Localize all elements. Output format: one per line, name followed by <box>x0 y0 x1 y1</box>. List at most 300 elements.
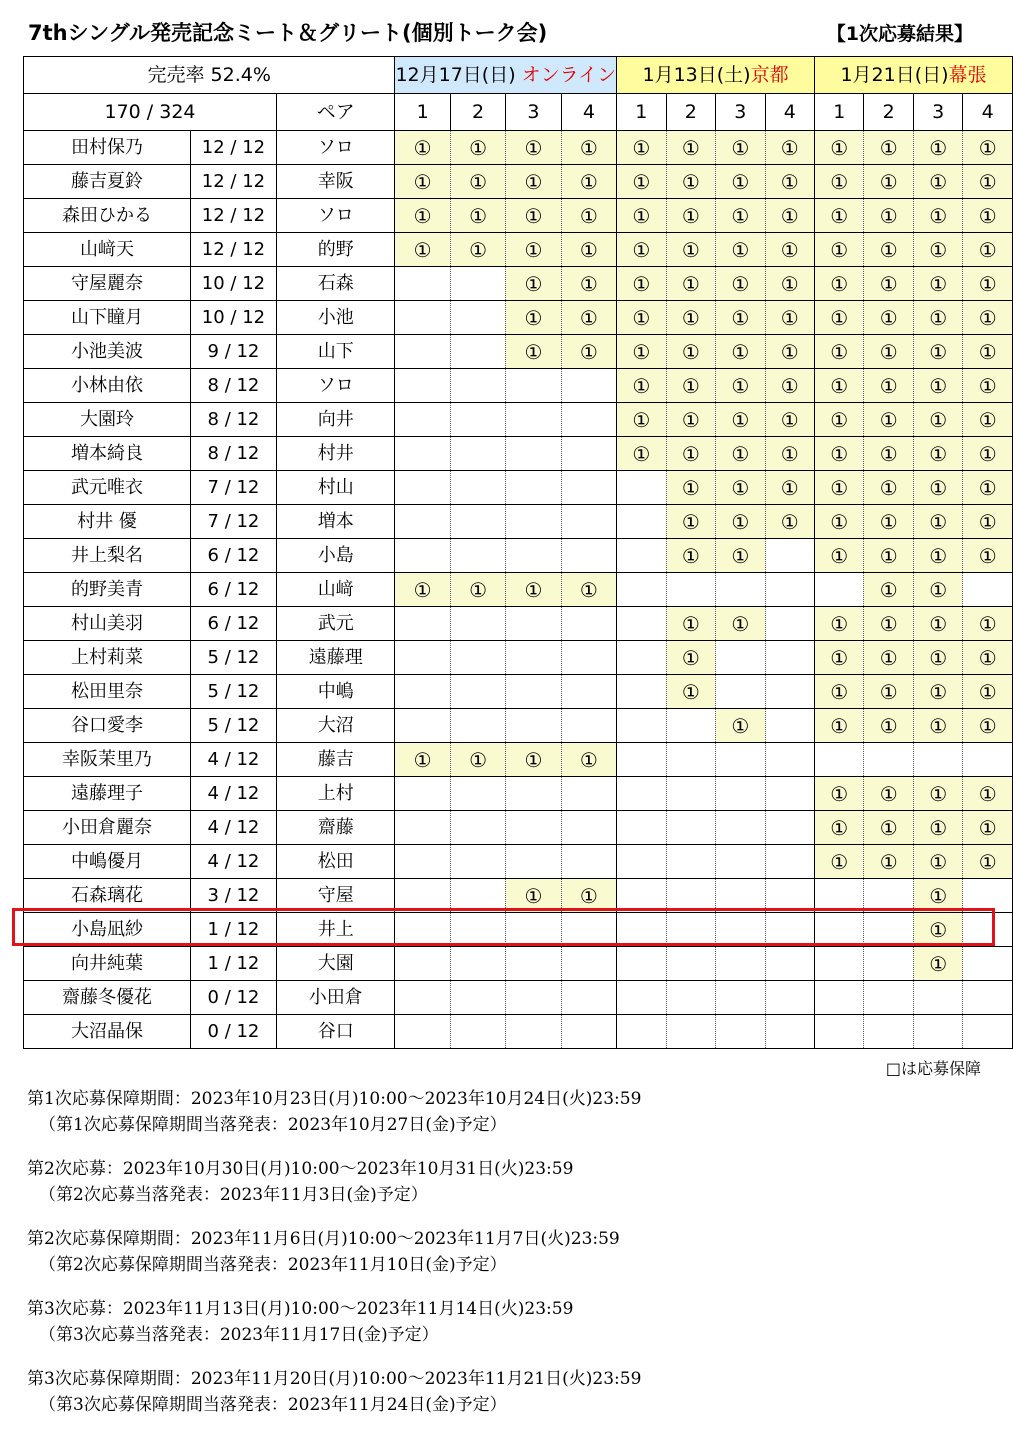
slot-cell <box>913 981 962 1015</box>
soldout-mark: ① <box>830 407 849 432</box>
soldout-mark: ① <box>830 611 849 636</box>
slot-header: 3 <box>506 94 561 131</box>
soldout-mark: ① <box>731 713 750 738</box>
slot-cell <box>913 539 962 573</box>
slot-cell <box>963 981 1013 1015</box>
schedule-period: 第1次応募保障期間：2023年10月23日(月)10:00～2023年10月24日(火)23:59 <box>27 1089 642 1109</box>
member-name: 松田里奈 <box>24 675 191 709</box>
soldout-mark: ① <box>879 611 898 636</box>
member-pair: 中嶋 <box>277 675 395 709</box>
slot-cell <box>666 641 715 675</box>
slot-cell <box>716 199 765 233</box>
slot-cell <box>450 505 505 539</box>
slot-cell <box>666 879 715 913</box>
soldout-mark: ① <box>830 679 849 704</box>
soldout-mark: ① <box>681 543 700 568</box>
member-row <box>24 981 1013 1015</box>
soldout-mark: ① <box>413 203 432 228</box>
slot-cell <box>765 199 814 233</box>
soldout-mark: ① <box>978 237 997 262</box>
slot-cell <box>666 437 715 471</box>
slot-header: 1 <box>815 94 864 131</box>
slot-cell <box>561 267 616 301</box>
slot-cell <box>450 709 505 743</box>
slot-cell <box>506 369 561 403</box>
soldout-mark: ① <box>879 815 898 840</box>
slot-cell <box>716 607 765 641</box>
slot-cell <box>506 675 561 709</box>
slot-cell <box>716 505 765 539</box>
slot-cell <box>666 369 715 403</box>
soldout-mark: ① <box>579 339 598 364</box>
member-row <box>24 1015 1013 1049</box>
soldout-mark: ① <box>579 169 598 194</box>
slot-cell <box>395 369 450 403</box>
slot-cell <box>913 199 962 233</box>
slot-cell <box>561 913 616 947</box>
soldout-mark: ① <box>780 203 799 228</box>
soldout-mark: ① <box>879 339 898 364</box>
soldout-mark: ① <box>780 169 799 194</box>
soldout-mark: ① <box>879 237 898 262</box>
soldout-mark: ① <box>830 781 849 806</box>
slot-cell <box>716 539 765 573</box>
slot-cell <box>765 165 814 199</box>
member-pair: 松田 <box>277 845 395 879</box>
member-row <box>24 131 1013 165</box>
slot-cell <box>666 505 715 539</box>
schedule-item <box>27 1366 641 1420</box>
soldout-mark: ① <box>978 203 997 228</box>
slot-cell <box>815 199 864 233</box>
soldout-mark: ① <box>879 509 898 534</box>
soldout-mark: ① <box>681 441 700 466</box>
slot-cell <box>913 641 962 675</box>
slot-cell <box>561 607 616 641</box>
slot-cell <box>666 811 715 845</box>
member-count: 4 / 12 <box>190 743 276 777</box>
slot-cell <box>450 369 505 403</box>
soldout-mark: ① <box>830 645 849 670</box>
slot-cell <box>815 437 864 471</box>
slot-cell <box>450 471 505 505</box>
slot-cell <box>765 947 814 981</box>
member-name: 森田ひかる <box>24 199 191 233</box>
member-name: 武元唯衣 <box>24 471 191 505</box>
soldout-mark: ① <box>731 509 750 534</box>
schedule-list <box>27 1086 641 1436</box>
member-count: 4 / 12 <box>190 777 276 811</box>
slot-cell <box>765 743 814 777</box>
slot-cell <box>963 641 1013 675</box>
soldout-mark: ① <box>830 373 849 398</box>
member-count: 0 / 12 <box>190 981 276 1015</box>
slot-cell <box>864 301 913 335</box>
soldout-mark: ① <box>681 373 700 398</box>
slot-cell <box>963 199 1013 233</box>
slot-header: 4 <box>963 94 1013 131</box>
slot-cell <box>913 505 962 539</box>
header-row-slots <box>24 94 1013 131</box>
slot-cell <box>864 913 913 947</box>
slot-cell <box>864 335 913 369</box>
soldout-mark: ① <box>929 169 948 194</box>
schedule-announcement: （第3次応募当落発表：2023年11月17日(金)予定） <box>39 1325 439 1345</box>
soldout-mark: ① <box>830 509 849 534</box>
slot-cell <box>716 981 765 1015</box>
slot-cell <box>506 607 561 641</box>
slot-cell <box>963 709 1013 743</box>
member-row <box>24 505 1013 539</box>
member-pair: ソロ <box>277 131 395 165</box>
member-name: 大園玲 <box>24 403 191 437</box>
slot-cell <box>666 233 715 267</box>
slot-cell <box>864 641 913 675</box>
member-count: 6 / 12 <box>190 539 276 573</box>
slot-cell <box>395 947 450 981</box>
slot-cell <box>913 267 962 301</box>
slot-cell <box>506 403 561 437</box>
soldout-mark: ① <box>879 849 898 874</box>
slot-cell <box>561 335 616 369</box>
slot-cell <box>963 505 1013 539</box>
slot-cell <box>815 1015 864 1049</box>
member-name: 遠藤理子 <box>24 777 191 811</box>
slot-cell <box>963 947 1013 981</box>
total-count: 170 / 324 <box>24 94 277 131</box>
slot-cell <box>617 131 666 165</box>
member-pair: ソロ <box>277 199 395 233</box>
member-pair: 石森 <box>277 267 395 301</box>
member-name: 谷口愛李 <box>24 709 191 743</box>
member-row <box>24 301 1013 335</box>
soldout-mark: ① <box>830 543 849 568</box>
member-count: 12 / 12 <box>190 233 276 267</box>
slot-cell <box>617 403 666 437</box>
member-pair: 谷口 <box>277 1015 395 1049</box>
soldout-mark: ① <box>978 305 997 330</box>
slot-cell <box>864 131 913 165</box>
slot-cell <box>506 233 561 267</box>
slot-cell <box>561 505 616 539</box>
slot-cell <box>716 131 765 165</box>
slot-cell <box>617 845 666 879</box>
member-row <box>24 199 1013 233</box>
soldout-mark: ① <box>731 543 750 568</box>
soldout-mark: ① <box>830 271 849 296</box>
slot-cell <box>765 471 814 505</box>
soldout-mark: ① <box>879 203 898 228</box>
slot-cell <box>765 267 814 301</box>
soldout-mark: ① <box>879 679 898 704</box>
slot-cell <box>963 607 1013 641</box>
soldout-mark: ① <box>978 373 997 398</box>
soldout-mark: ① <box>830 849 849 874</box>
soldout-mark: ① <box>681 645 700 670</box>
slot-cell <box>815 913 864 947</box>
slot-cell <box>963 913 1013 947</box>
soldout-mark: ① <box>524 305 543 330</box>
member-pair: 山﨑 <box>277 573 395 607</box>
soldout-mark: ① <box>929 951 948 976</box>
slot-cell <box>963 471 1013 505</box>
soldout-mark: ① <box>524 883 543 908</box>
slot-cell <box>913 301 962 335</box>
schedule-period: 第3次応募：2023年11月13日(月)10:00～2023年11月14日(火)23:59 <box>27 1299 574 1319</box>
member-count: 6 / 12 <box>190 573 276 607</box>
slot-cell <box>617 641 666 675</box>
member-row <box>24 369 1013 403</box>
slot-cell <box>617 539 666 573</box>
slot-cell <box>395 607 450 641</box>
slot-cell <box>765 1015 814 1049</box>
soldout-mark: ① <box>978 679 997 704</box>
slot-cell <box>864 403 913 437</box>
slot-cell <box>450 165 505 199</box>
slot-cell <box>506 573 561 607</box>
member-count: 4 / 12 <box>190 811 276 845</box>
slot-cell <box>716 743 765 777</box>
member-pair: 守屋 <box>277 879 395 913</box>
slot-cell <box>666 471 715 505</box>
slot-cell <box>395 573 450 607</box>
member-row <box>24 777 1013 811</box>
slot-cell <box>395 743 450 777</box>
soldout-mark: ① <box>929 645 948 670</box>
page-title: 7thシングル発売記念ミート＆グリート(個別トーク会) <box>28 21 548 45</box>
soldout-mark: ① <box>731 203 750 228</box>
member-row <box>24 403 1013 437</box>
slot-cell <box>815 743 864 777</box>
soldout-mark: ① <box>978 135 997 160</box>
soldout-mark: ① <box>731 475 750 500</box>
member-pair: 小島 <box>277 539 395 573</box>
slot-cell <box>815 335 864 369</box>
slot-cell <box>395 165 450 199</box>
member-name: 小田倉麗奈 <box>24 811 191 845</box>
slot-cell <box>450 403 505 437</box>
member-pair: 山下 <box>277 335 395 369</box>
soldout-mark: ① <box>929 713 948 738</box>
member-name: 藤吉夏鈴 <box>24 165 191 199</box>
slot-cell <box>450 573 505 607</box>
event-date: 12月17日(日) <box>395 63 516 86</box>
slot-header: 2 <box>450 94 505 131</box>
slot-cell <box>666 573 715 607</box>
slot-cell <box>864 1015 913 1049</box>
slot-cell <box>395 777 450 811</box>
soldout-mark: ① <box>579 271 598 296</box>
slot-cell <box>815 777 864 811</box>
slot-cell <box>864 437 913 471</box>
slot-cell <box>561 471 616 505</box>
slot-cell <box>815 641 864 675</box>
soldout-mark: ① <box>579 747 598 772</box>
slot-cell <box>913 403 962 437</box>
slot-cell <box>561 573 616 607</box>
soldout-mark: ① <box>929 373 948 398</box>
slot-cell <box>815 811 864 845</box>
member-name: 山下瞳月 <box>24 301 191 335</box>
slot-cell <box>506 165 561 199</box>
soldout-mark: ① <box>830 203 849 228</box>
member-row <box>24 879 1013 913</box>
member-count: 0 / 12 <box>190 1015 276 1049</box>
member-count: 12 / 12 <box>190 199 276 233</box>
slot-cell <box>716 403 765 437</box>
soldout-rate: 完売率 52.4% <box>24 57 395 94</box>
slot-cell <box>913 437 962 471</box>
slot-cell <box>765 573 814 607</box>
slot-cell <box>716 1015 765 1049</box>
slot-cell <box>815 879 864 913</box>
slot-cell <box>395 675 450 709</box>
soldout-mark: ① <box>524 169 543 194</box>
soldout-mark: ① <box>978 271 997 296</box>
slot-cell <box>864 709 913 743</box>
slot-cell <box>963 811 1013 845</box>
slot-cell <box>450 981 505 1015</box>
member-row <box>24 267 1013 301</box>
slot-cell <box>506 913 561 947</box>
slot-cell <box>963 335 1013 369</box>
soldout-mark: ① <box>632 237 651 262</box>
slot-cell <box>561 233 616 267</box>
slot-cell <box>765 233 814 267</box>
member-pair: 増本 <box>277 505 395 539</box>
slot-cell <box>716 471 765 505</box>
soldout-mark: ① <box>978 169 997 194</box>
slot-cell <box>561 845 616 879</box>
slot-cell <box>450 811 505 845</box>
slot-cell <box>395 199 450 233</box>
slot-cell <box>963 845 1013 879</box>
member-count: 5 / 12 <box>190 709 276 743</box>
soldout-mark: ① <box>780 237 799 262</box>
member-row <box>24 539 1013 573</box>
soldout-mark: ① <box>524 237 543 262</box>
slot-cell <box>716 777 765 811</box>
slot-cell <box>815 369 864 403</box>
soldout-mark: ① <box>524 577 543 602</box>
member-pair: 上村 <box>277 777 395 811</box>
slot-cell <box>395 879 450 913</box>
soldout-mark: ① <box>632 271 651 296</box>
slot-cell <box>963 369 1013 403</box>
slot-cell <box>963 233 1013 267</box>
soldout-mark: ① <box>929 237 948 262</box>
slot-cell <box>864 675 913 709</box>
member-count: 4 / 12 <box>190 845 276 879</box>
slot-cell <box>765 981 814 1015</box>
slot-cell <box>506 1015 561 1049</box>
result-label: 【1次応募結果】 <box>826 23 973 45</box>
member-pair: 齋藤 <box>277 811 395 845</box>
member-row <box>24 471 1013 505</box>
soldout-mark: ① <box>413 747 432 772</box>
results-table <box>23 56 1013 1049</box>
slot-cell <box>395 267 450 301</box>
slot-cell <box>913 743 962 777</box>
slot-cell <box>617 811 666 845</box>
soldout-mark: ① <box>978 509 997 534</box>
member-name: 村山美羽 <box>24 607 191 641</box>
slot-cell <box>864 947 913 981</box>
soldout-mark: ① <box>413 237 432 262</box>
slot-cell <box>506 777 561 811</box>
slot-cell <box>913 335 962 369</box>
member-name: 上村莉菜 <box>24 641 191 675</box>
slot-cell <box>913 573 962 607</box>
slot-cell <box>617 301 666 335</box>
soldout-mark: ① <box>929 577 948 602</box>
slot-header: 3 <box>913 94 962 131</box>
soldout-mark: ① <box>978 339 997 364</box>
member-row <box>24 845 1013 879</box>
slot-cell <box>963 131 1013 165</box>
slot-cell <box>395 131 450 165</box>
slot-cell <box>864 743 913 777</box>
slot-cell <box>963 539 1013 573</box>
slot-cell <box>617 369 666 403</box>
soldout-mark: ① <box>978 611 997 636</box>
member-count: 7 / 12 <box>190 471 276 505</box>
slot-cell <box>864 471 913 505</box>
member-pair: 井上 <box>277 913 395 947</box>
member-pair: 武元 <box>277 607 395 641</box>
slot-cell <box>617 199 666 233</box>
slot-cell <box>617 913 666 947</box>
soldout-mark: ① <box>929 203 948 228</box>
soldout-mark: ① <box>780 373 799 398</box>
soldout-mark: ① <box>780 339 799 364</box>
slot-cell <box>561 1015 616 1049</box>
slot-cell <box>815 573 864 607</box>
slot-cell <box>617 709 666 743</box>
slot-cell <box>617 471 666 505</box>
slot-cell <box>506 267 561 301</box>
soldout-mark: ① <box>978 475 997 500</box>
soldout-mark: ① <box>681 169 700 194</box>
soldout-mark: ① <box>780 305 799 330</box>
soldout-mark: ① <box>929 543 948 568</box>
slot-cell <box>561 675 616 709</box>
slot-cell <box>506 641 561 675</box>
slot-cell <box>815 131 864 165</box>
soldout-mark: ① <box>879 373 898 398</box>
member-pair: 村山 <box>277 471 395 505</box>
schedule-item <box>27 1296 641 1350</box>
slot-cell <box>815 607 864 641</box>
soldout-mark: ① <box>524 747 543 772</box>
slot-cell <box>815 675 864 709</box>
slot-cell <box>561 131 616 165</box>
slot-cell <box>963 301 1013 335</box>
slot-cell <box>716 369 765 403</box>
slot-cell <box>561 709 616 743</box>
soldout-mark: ① <box>780 509 799 534</box>
slot-cell <box>864 539 913 573</box>
slot-cell <box>617 981 666 1015</box>
soldout-mark: ① <box>929 475 948 500</box>
slot-cell <box>815 981 864 1015</box>
slot-cell <box>913 777 962 811</box>
member-pair: ソロ <box>277 369 395 403</box>
soldout-mark: ① <box>929 305 948 330</box>
slot-cell <box>765 709 814 743</box>
schedule-announcement: （第1次応募保障期間当落発表：2023年10月27日(金)予定） <box>39 1115 507 1135</box>
member-name: 石森璃花 <box>24 879 191 913</box>
